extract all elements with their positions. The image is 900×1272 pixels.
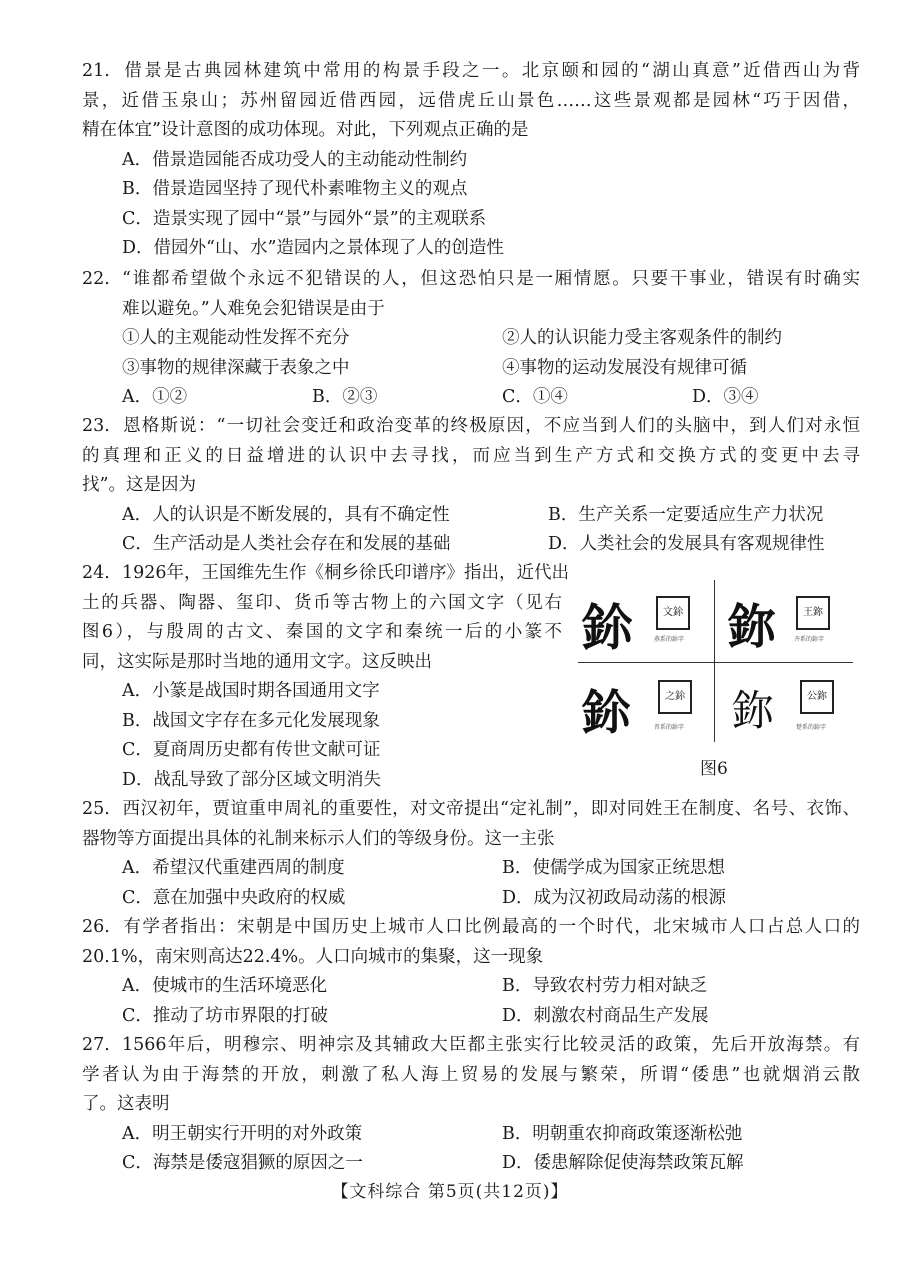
option-b: B．战国文字存在多元化发展现象	[122, 710, 380, 731]
question-stem-line: 21. 借景是古典园林建筑中常用的构景手段之一。北京颐和园的“湖山真意”近借西山为背	[82, 57, 860, 87]
question-stem-line: 学者认为由于海禁的开放，刺激了私人海上贸易的发展与繁荣，所谓“倭患”也就烟消云散	[82, 1064, 860, 1085]
option-b: B．明朝重农抑商政策逐渐松弛	[502, 1123, 743, 1144]
seal-glyph-3: 鉩	[582, 685, 631, 741]
figure-divider-horizontal	[578, 662, 853, 663]
statement-2: ②人的认识能力受主客观条件的制约	[502, 328, 782, 348]
question-stem-line: 图6），与殷周的古文、秦国的文字和秦统一后的小篆不	[82, 622, 562, 642]
option-row	[82, 972, 860, 1002]
question-26	[82, 913, 860, 1031]
option-b: B．借景造园坚持了现代朴素唯物主义的观点	[122, 179, 468, 199]
question-number: 24.	[82, 563, 110, 583]
figure-label: 图6	[700, 759, 728, 779]
seal-stamp-3: 之鉩	[658, 680, 692, 714]
option-row	[82, 1149, 860, 1179]
option-a: A．人的认识是不断发展的，具有不确定性	[122, 504, 450, 525]
option-d: D．成为汉初政局动荡的根源	[502, 887, 727, 908]
statement-1: ①人的主观能动性发挥不充分	[122, 328, 350, 348]
page-footer: 【文科综合 第5页(共12页)】	[331, 1182, 569, 1202]
option-b: B．生产关系一定要适应生产力状况	[548, 504, 824, 525]
option-row	[82, 854, 860, 884]
statement-4: ④事物的运动发展没有规律可循	[502, 357, 747, 378]
question-stem-line: 景，近借玉泉山；苏州留园近借西园，远借虎丘山景色……这些景观都是园林“巧于因借，	[82, 90, 860, 111]
option-a: A．明王朝实行开明的对外政策	[122, 1123, 363, 1144]
option-a: A．使城市的生活环境恶化	[122, 976, 328, 996]
question-stem-line: 器物等方面提出具体的礼制来标示人们的等级身份。这一主张	[82, 828, 555, 849]
figure-6	[578, 574, 856, 786]
seal-glyph-4: 鉨	[732, 686, 775, 735]
seal-glyph-2: 鉨	[728, 599, 777, 655]
seal-stamp-4: 公鉨	[800, 680, 834, 714]
option-b: B．导致农村劳力相对缺乏	[502, 976, 708, 996]
option-d: D．刺激农村商品生产发展	[502, 1005, 709, 1026]
option-b: B．②③	[312, 387, 378, 407]
option-d: D．③④	[692, 387, 759, 407]
option-c: C．生产活动是人类社会存在和发展的基础	[122, 534, 451, 554]
seal-stamp-1: 文鉩	[656, 596, 690, 630]
option-row	[82, 383, 860, 413]
statement-row	[82, 324, 860, 354]
question-stem-line: 了。这表明	[82, 1094, 170, 1114]
question-25	[82, 795, 860, 913]
question-stem-line: 24. 1926年，王国维先生作《桐乡徐氏印谱序》指出，近代出	[82, 559, 562, 589]
option-c: C．夏商周历史都有传世文献可证	[122, 740, 381, 760]
question-24	[82, 559, 570, 795]
option-d: D．借园外“山、水”造园内之景体现了人的创造性	[122, 238, 504, 258]
option-a: A．借景造园能否成功受人的主动能动性制约	[122, 149, 468, 170]
question-stem-line: 26. 有学者指出：宋朝是中国历史上城市人口比例最高的一个时代，北宋城市人口占总人口的	[82, 913, 860, 943]
option-row	[82, 1002, 860, 1032]
option-a: A．希望汉代重建西周的制度	[122, 858, 345, 878]
figure-divider-vertical	[714, 580, 715, 742]
seal-stamp-2: 王鉨	[796, 596, 830, 630]
question-number: 23.	[82, 416, 110, 436]
option-row	[82, 501, 860, 531]
statement-row	[82, 354, 860, 384]
question-stem-line: 20.1%，南宋则高达22.4%。人口向城市的集聚，这一现象	[82, 946, 544, 967]
question-stem-line: 精在体宜”设计意图的成功体现。对此，下列观点正确的是	[82, 120, 529, 140]
question-stem-line: 22. “谁都希望做个永远不犯错误的人，但这恐怕只是一厢情愿。只要干事业，错误有时确实	[82, 265, 860, 295]
statement-3: ③事物的规律深藏于表象之中	[122, 357, 350, 378]
seal-caption-2: 齐系的鉩字	[794, 636, 825, 643]
question-stem-line: 找”。这是因为	[82, 475, 196, 495]
question-number: 26.	[82, 917, 110, 937]
question-number: 22.	[82, 269, 110, 289]
option-row	[82, 530, 860, 560]
seal-caption-3: 晋系的鉩字	[654, 724, 685, 731]
question-stem-line: 25. 西汉初年，贾谊重申周礼的重要性，对文帝提出“定礼制”，即对同姓王在制度、名号、衣饰、	[82, 795, 860, 825]
question-21	[82, 57, 860, 264]
option-c: C．海禁是倭寇猖獗的原因之一	[122, 1153, 363, 1173]
option-d: D．战乱导致了部分区域文明消失	[122, 769, 382, 790]
question-27	[82, 1031, 860, 1179]
seal-glyph-1: 鉩	[582, 598, 632, 657]
question-stem-line: 土的兵器、陶器、玺印、货币等古物上的六国文字（见右	[82, 592, 562, 613]
option-c: C．意在加强中央政府的权威	[122, 887, 346, 908]
option-row	[82, 1120, 860, 1150]
question-stem-line: 的真理和正义的日益增进的认识中去寻找，而应当到生产方式和交换方式的变更中去寻	[82, 445, 860, 466]
seal-caption-1: 燕系的鉩字	[654, 636, 685, 643]
question-22	[82, 265, 860, 413]
question-23	[82, 412, 860, 560]
option-b: B．使儒学成为国家正统思想	[502, 858, 725, 878]
option-c: C．①④	[502, 387, 568, 407]
question-stem-line: 同，这实际是那时当地的通用文字。这反映出	[82, 651, 432, 672]
option-d: D．人类社会的发展具有客观规律性	[548, 534, 825, 554]
option-a: A．小篆是战国时期各国通用文字	[122, 681, 380, 701]
option-c: C．推动了坊市界限的打破	[122, 1005, 328, 1026]
option-c: C．造景实现了园中“景”与园外“景”的主观联系	[122, 208, 487, 229]
option-a: A．①②	[122, 387, 188, 407]
seal-caption-4: 楚系的鉩字	[796, 724, 827, 731]
option-row	[82, 884, 860, 914]
question-number: 27.	[82, 1035, 110, 1055]
question-number: 21.	[82, 61, 110, 81]
question-stem-line: 难以避免。”人难免会犯错误是由于	[122, 298, 385, 319]
question-stem-line: 23. 恩格斯说：“一切社会变迁和政治变革的终极原因，不应当到人们的头脑中，到人们对永恒	[82, 412, 860, 442]
option-d: D．倭患解除促使海禁政策瓦解	[502, 1153, 744, 1173]
question-stem-line: 27. 1566年后，明穆宗、明神宗及其辅政大臣都主张实行比较灵活的政策，先后开放海禁。有	[82, 1031, 860, 1061]
question-number: 25.	[82, 799, 110, 819]
